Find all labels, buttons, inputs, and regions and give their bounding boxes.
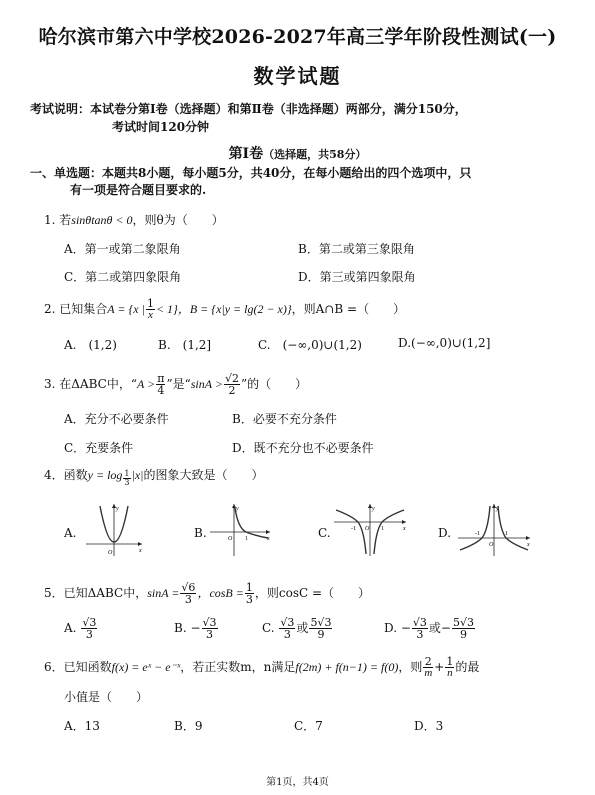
question-4-option-c: C. bbox=[318, 526, 331, 540]
question-5-sin-denominator: 3 bbox=[184, 593, 192, 606]
question-5-option-b-label: B. bbox=[174, 621, 187, 635]
question-1-stem bbox=[44, 211, 224, 228]
question-2-pre: 已知集合 bbox=[59, 302, 108, 316]
question-5-option-d-numerator-2: 5√3 bbox=[452, 616, 474, 629]
question-5-option-d-label: D. bbox=[384, 621, 398, 635]
question-5-stem bbox=[44, 582, 370, 605]
question-6-fraction-1-denominator: m bbox=[424, 667, 433, 679]
question-5-option-d-denominator-2: 9 bbox=[459, 628, 467, 641]
question-1-option-a: A．第一或第二象限角 bbox=[64, 242, 181, 256]
question-5-option-a-numerator: √3 bbox=[82, 616, 97, 629]
question-5-number: 5． bbox=[44, 586, 64, 600]
question-6-fraction-2-numerator: 1 bbox=[446, 655, 454, 668]
question-5-option-a-label: A. bbox=[64, 621, 77, 635]
question-4-graph-b-y-label: y bbox=[236, 506, 239, 512]
question-2-option-b: B. (1,2] bbox=[158, 338, 212, 352]
exam-note-line2: 考试时间120分钟 bbox=[112, 120, 210, 134]
question-4-pre: 函数 bbox=[63, 468, 88, 482]
question-3-cond2-fraction bbox=[224, 373, 240, 396]
question-3-cond1-denominator: 4 bbox=[157, 384, 165, 397]
question-4-log-base-denominator: 3 bbox=[124, 478, 130, 487]
question-3-option-b: B．必要不充分条件 bbox=[232, 412, 337, 426]
question-6-plus: + bbox=[434, 660, 445, 674]
question-4-graph-b-x-label: x bbox=[267, 536, 270, 542]
question-5-post: ，则cosC =（ ） bbox=[254, 586, 371, 600]
question-4-graph-c-tick-pos: 1 bbox=[381, 526, 384, 532]
question-5-option-b-sign: − bbox=[190, 621, 201, 635]
question-3-mid: ”是“ bbox=[166, 377, 191, 391]
question-3-option-d: D．既不充分也不必要条件 bbox=[232, 441, 374, 455]
question-5-option-b-denominator: 3 bbox=[206, 628, 214, 641]
question-4-abs: |x| bbox=[131, 468, 144, 482]
question-1-option-c: C．第二或第四象限角 bbox=[64, 270, 182, 284]
question-5-option-c-fraction-2 bbox=[309, 617, 332, 640]
question-2-set-a-denominator: x bbox=[147, 309, 153, 321]
question-2-set-b: B = {x|y = lg(2 − x)} bbox=[189, 302, 292, 316]
question-6-option-b: B．9 bbox=[174, 719, 203, 733]
question-6-then: ，则 bbox=[398, 660, 423, 674]
question-2-stem bbox=[44, 298, 405, 321]
question-4-expression: y = log bbox=[87, 468, 123, 482]
question-4-graph-d-tick-pos: 1 bbox=[505, 531, 508, 537]
question-5-option-d-or: 或− bbox=[428, 621, 451, 635]
part-one-subtitle: （选择题，共58分） bbox=[263, 148, 367, 161]
question-4-graph-a-origin: O bbox=[108, 550, 113, 556]
question-4-graph-c-x-label: x bbox=[403, 526, 406, 532]
question-5-option-c-label: C. bbox=[262, 621, 275, 635]
question-5-option-c-numerator-2: 5√3 bbox=[310, 616, 332, 629]
question-6-fraction-2-denominator: n bbox=[447, 667, 453, 679]
question-1-post: ，则θ为（ ） bbox=[132, 213, 224, 227]
question-4-graph-a bbox=[84, 502, 144, 558]
question-5-cos-pre: ，cosB = bbox=[197, 586, 244, 600]
question-5-cos-denominator: 3 bbox=[245, 593, 253, 606]
question-2-set-a-fraction bbox=[146, 298, 155, 321]
question-5-option-b-numerator: √3 bbox=[202, 616, 217, 629]
question-6-condition: f(2m) + f(n−1) = f(0) bbox=[295, 660, 399, 674]
question-3-post: ”的（ ） bbox=[240, 377, 308, 391]
question-1-option-d: D．第三或第四象限角 bbox=[298, 270, 416, 284]
question-5-sin-pre: sinA = bbox=[147, 586, 180, 600]
question-3-cond1-pre: A > bbox=[136, 377, 156, 391]
subject-title: 数学试题 bbox=[253, 64, 342, 88]
question-3-pre: 在ΔABC中，“ bbox=[59, 377, 137, 391]
question-6-option-c: C．7 bbox=[294, 719, 323, 733]
question-4-post: 的图象大致是（ ） bbox=[143, 468, 264, 482]
question-5-option-b bbox=[174, 617, 219, 640]
question-3-option-c: C．充要条件 bbox=[64, 441, 134, 455]
question-6-mid: ，若正实数m，n满足 bbox=[180, 660, 296, 674]
question-5-sin-fraction bbox=[180, 582, 196, 605]
question-4-graph-d bbox=[456, 502, 532, 558]
question-2-option-a: A. (1,2) bbox=[64, 338, 117, 352]
question-4-graph-d-origin: O bbox=[489, 542, 494, 548]
question-1-expression: sinθtanθ < 0 bbox=[71, 213, 133, 227]
question-4-graph-b bbox=[208, 502, 272, 558]
question-5-option-c-denominator-2: 9 bbox=[317, 628, 325, 641]
question-5-option-d-fraction-1 bbox=[412, 617, 428, 640]
question-1-number: 1. bbox=[44, 213, 56, 227]
question-6-option-d: D．3 bbox=[414, 719, 444, 733]
question-5-option-a bbox=[64, 617, 98, 640]
question-1-option-b: B．第二或第三象限角 bbox=[298, 242, 415, 256]
part-one-title: 第Ⅰ卷 bbox=[228, 146, 264, 162]
exam-title: 哈尔滨市第六中学校2026-2027年高三学年阶段性测试(一) bbox=[38, 26, 557, 48]
question-5-option-d-denominator-1: 3 bbox=[416, 628, 424, 641]
question-6-stem-line2: 小值是（ ） bbox=[64, 690, 149, 704]
question-2-set-a-pre: A = {x | bbox=[107, 302, 145, 316]
question-6-fraction-1-numerator: 2 bbox=[424, 655, 432, 668]
question-4-graph-d-y-label: y bbox=[496, 506, 499, 512]
question-4-graph-b-origin: O bbox=[228, 536, 233, 542]
question-5-cos-numerator: 1 bbox=[245, 581, 253, 594]
question-3-cond2-numerator: √2 bbox=[224, 372, 239, 385]
question-3-stem bbox=[44, 373, 307, 396]
question-6-option-a: A．13 bbox=[64, 719, 100, 733]
question-3-cond1-fraction bbox=[156, 373, 165, 396]
question-4-graph-c bbox=[332, 502, 408, 558]
question-5-option-b-fraction bbox=[202, 617, 218, 640]
question-4-log-base bbox=[123, 470, 130, 487]
question-4-graph-c-tick-neg: -1 bbox=[351, 526, 356, 532]
question-6-post: 的最 bbox=[455, 660, 480, 674]
question-6-fraction-2 bbox=[445, 656, 454, 679]
question-5-option-d-fraction-2 bbox=[452, 617, 475, 640]
question-5-option-c-fraction-1 bbox=[279, 617, 295, 640]
question-5-pre: 已知ΔABC中， bbox=[63, 586, 148, 600]
question-2-set-a-numerator: 1 bbox=[146, 297, 154, 310]
question-2-option-c: C. (−∞,0)∪(1,2) bbox=[258, 338, 362, 352]
question-5-option-d-sign: − bbox=[400, 621, 411, 635]
question-6-function: f(x) = eˣ − e⁻ˣ bbox=[111, 660, 181, 674]
question-4-graph-c-origin: O bbox=[365, 526, 370, 532]
question-5-option-a-fraction bbox=[81, 617, 97, 640]
question-3-number: 3. bbox=[44, 377, 56, 391]
question-1-pre: 若 bbox=[59, 213, 72, 227]
question-4-stem bbox=[44, 466, 263, 487]
question-4-number: 4． bbox=[44, 468, 64, 482]
question-2-set-a-post: < 1}， bbox=[155, 302, 190, 316]
question-5-option-d bbox=[384, 617, 476, 640]
question-4-log-base-numerator: 1 bbox=[124, 469, 130, 478]
part-one-heading bbox=[0, 143, 595, 163]
exam-note-line1: 考试说明：本试卷分第Ⅰ卷（选择题）和第Ⅱ卷（非选择题）两部分，满分150分， bbox=[30, 102, 467, 116]
question-6-fraction-1 bbox=[423, 656, 433, 679]
question-2-number: 2. bbox=[44, 302, 56, 316]
page-footer: 第1页，共4页 bbox=[266, 777, 329, 788]
question-3-option-a: A．充分不必要条件 bbox=[64, 412, 169, 426]
question-4-option-a: A. bbox=[64, 526, 77, 540]
question-4-option-b: B. bbox=[194, 526, 207, 540]
question-4-graph-b-tick: 1 bbox=[245, 536, 248, 542]
question-5-option-c bbox=[262, 617, 333, 640]
question-3-cond2-denominator: 2 bbox=[228, 384, 236, 397]
question-6-pre: 已知函数 bbox=[63, 660, 112, 674]
question-4-graph-a-y-label: y bbox=[116, 506, 119, 512]
question-5-sin-numerator: √6 bbox=[181, 581, 196, 594]
question-3-cond2-pre: sinA > bbox=[190, 377, 223, 391]
question-2-post: ，则A∩B =（ ） bbox=[291, 302, 406, 316]
question-4-graph-a-x-label: x bbox=[139, 548, 142, 554]
question-5-option-c-or: 或 bbox=[296, 621, 309, 635]
question-4-graph-d-x-label: x bbox=[527, 542, 530, 548]
question-4-graph-c-y-label: y bbox=[372, 506, 375, 512]
section-one-line1: 一、单选题：本题共8小题，每小题5分，共40分，在每小题给出的四个选项中，只 bbox=[30, 166, 472, 180]
question-5-option-a-denominator: 3 bbox=[85, 628, 93, 641]
question-4-option-d: D. bbox=[438, 526, 452, 540]
question-5-option-d-numerator-1: √3 bbox=[412, 616, 427, 629]
question-6-stem bbox=[44, 656, 479, 679]
question-2-option-d: D.(−∞,0)∪(1,2] bbox=[398, 336, 491, 350]
question-6-number: 6． bbox=[44, 660, 64, 674]
question-3-cond1-numerator: π bbox=[157, 372, 165, 385]
question-5-cos-fraction bbox=[245, 582, 254, 605]
section-one-line2: 有一项是符合题目要求的. bbox=[70, 183, 207, 197]
question-4-graph-d-tick-neg: -1 bbox=[475, 531, 480, 537]
question-5-option-c-denominator-1: 3 bbox=[283, 628, 291, 641]
question-5-option-c-numerator-1: √3 bbox=[280, 616, 295, 629]
